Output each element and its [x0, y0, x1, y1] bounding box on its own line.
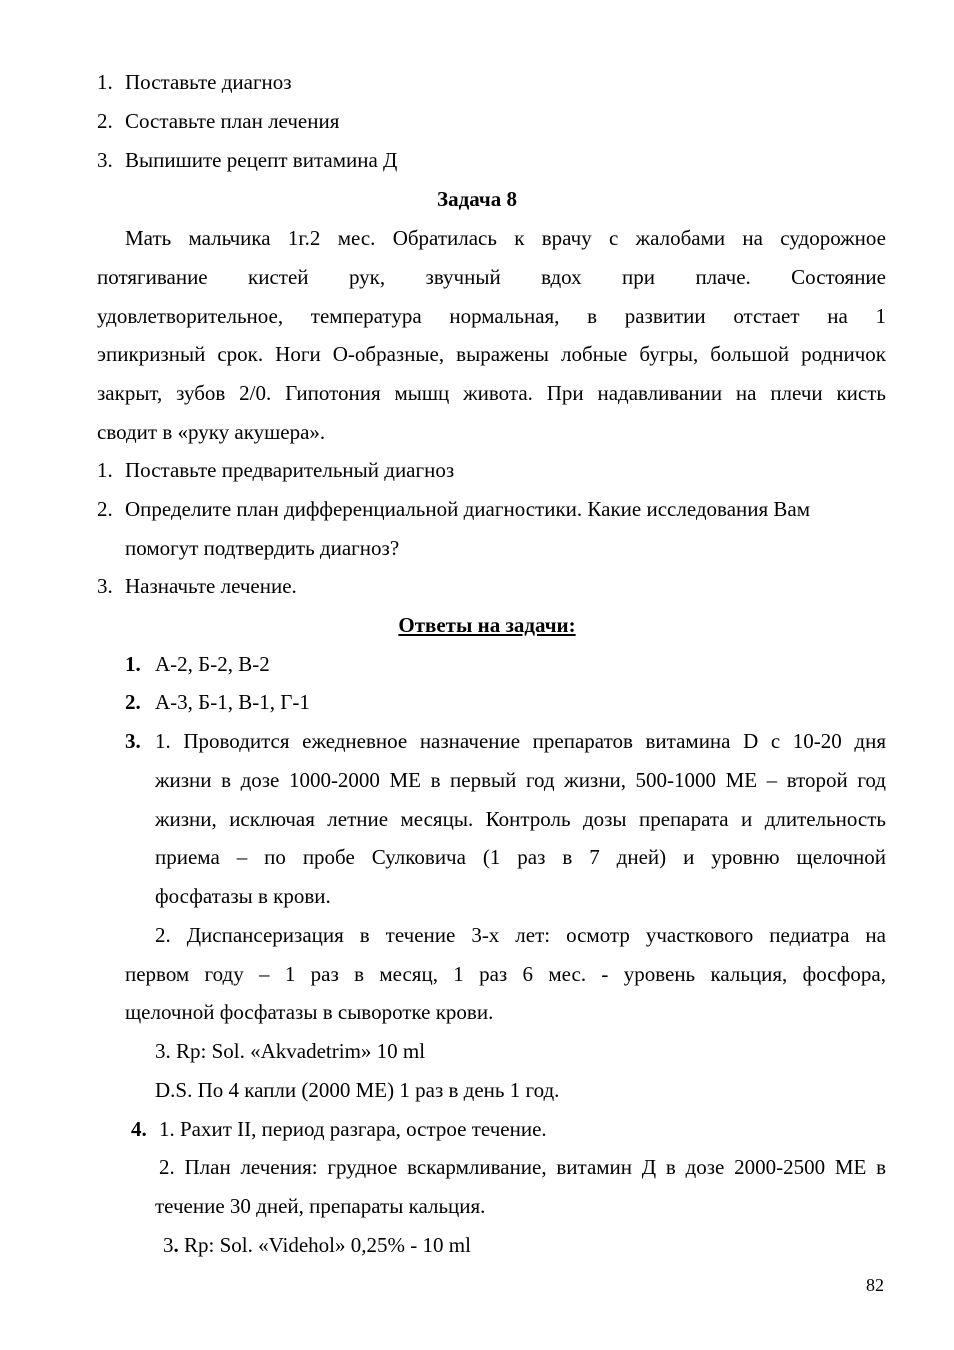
- answer-line: 1. Рахит II, период разгара, острое течение.: [159, 1117, 547, 1141]
- answer-line-prefix: 3: [163, 1233, 174, 1257]
- task-title: Задача 8: [437, 187, 517, 211]
- answer-number: 4.: [131, 1117, 147, 1141]
- list-number: 1.: [97, 458, 113, 482]
- answer-line: жизни, исключая летние месяцы. Контроль дозы препарата и длительность: [155, 807, 886, 831]
- answer-number: 3.: [125, 729, 141, 753]
- answer-number: 2.: [125, 690, 141, 714]
- list-item: Поставьте диагноз: [125, 70, 292, 94]
- list-item: помогут подтвердить диагноз?: [125, 536, 400, 560]
- answer-line: жизни в дозе 1000-2000 МЕ в первый год жизни, 500-1000 МЕ – второй год: [155, 768, 886, 792]
- answer-number: 1.: [125, 652, 141, 676]
- paragraph-line: удовлетворительное, температура нормальная, в развитии отстает на 1: [97, 304, 886, 328]
- list-number: 2.: [97, 109, 113, 133]
- answer-line: 2. План лечения: грудное вскармливание, витамин Д в дозе 2000-2500 МЕ в: [159, 1155, 886, 1179]
- answer-line: щелочной фосфатазы в сыворотке крови.: [125, 1000, 494, 1024]
- answer-line: D.S. По 4 капли (2000 МЕ) 1 раз в день 1 год.: [155, 1078, 560, 1102]
- answer-line: приема – по пробе Сулковича (1 раз в 7 дней) и уровню щелочной: [155, 845, 886, 869]
- answer-line: фосфатазы в крови.: [155, 884, 331, 908]
- answer-text: А-2, Б-2, В-2: [155, 652, 270, 676]
- paragraph-line: Мать мальчика 1г.2 мес. Обратилась к врачу с жалобами на судорожное: [125, 226, 886, 250]
- answer-line: 3. Rp: Sol. «Akvadetrim» 10 ml: [155, 1039, 426, 1063]
- list-item: Выпишите рецепт витамина Д: [125, 148, 398, 172]
- paragraph-line: закрыт, зубов 2/0. Гипотония мышц живота. При надавливании на плечи кисть: [97, 381, 886, 405]
- answer-line: 2. Диспансеризация в течение 3-х лет: осмотр участкового педиатра на: [155, 923, 886, 947]
- list-item: Составьте план лечения: [125, 109, 340, 133]
- list-item: Определите план дифференциальной диагностики. Какие исследования Вам: [125, 497, 811, 521]
- list-number: 3.: [97, 148, 113, 172]
- page-number: 82: [866, 1275, 884, 1295]
- paragraph-line: потягивание кистей рук, звучный вдох при плаче. Состояние: [97, 265, 886, 289]
- answers-title: Ответы на задачи:: [398, 613, 576, 637]
- answer-line: 3. Rp: Sol. «Videhol» 0,25% - 10 ml: [163, 1233, 471, 1257]
- answer-line-rest: Rp: Sol. «Videhol» 0,25% - 10 ml: [184, 1233, 471, 1257]
- paragraph-line: сводит в «руку акушера».: [97, 420, 326, 444]
- list-number: 2.: [97, 497, 113, 521]
- paragraph-line: эпикризный срок. Ноги О-образные, выражены лобные бугры, большой родничок: [97, 342, 886, 366]
- list-item: Поставьте предварительный диагноз: [125, 458, 455, 482]
- list-item: Назначьте лечение.: [125, 574, 297, 598]
- list-number: 1.: [97, 70, 113, 94]
- list-number: 3.: [97, 574, 113, 598]
- answer-line: течение 30 дней, препараты кальция.: [155, 1194, 486, 1218]
- answer-line: первом году – 1 раз в месяц, 1 раз 6 мес. - уровень кальция, фосфора,: [125, 962, 886, 986]
- answer-line: 1. Проводится ежедневное назначение препаратов витамина D с 10-20 дня: [155, 729, 886, 753]
- answer-text: А-3, Б-1, В-1, Г-1: [155, 690, 310, 714]
